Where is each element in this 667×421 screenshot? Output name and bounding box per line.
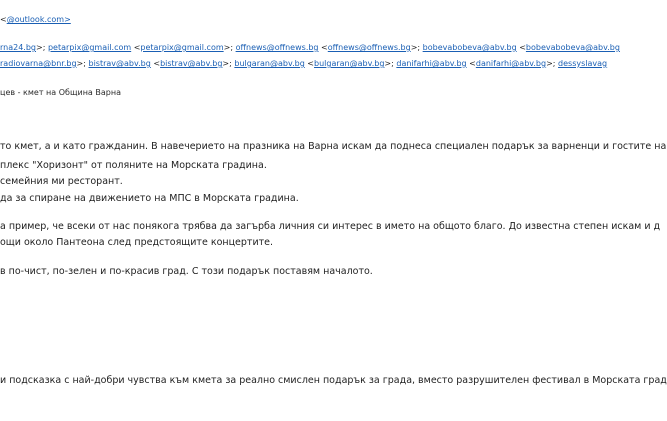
body-paragraph-5: а пример, че всеки от нас понякога трябва да загърба личния си интерес в името на общото благо. До известна степен искам и д: [0, 221, 661, 232]
recipient-email-link[interactable]: radiovarna@bnr.bg: [0, 59, 77, 68]
separator-text: <: [466, 59, 476, 68]
recipient-email-link[interactable]: offnews@offnews.bg: [327, 43, 411, 52]
separator-text: <: [318, 43, 328, 52]
recipient-email-link[interactable]: bobevabobeva@abv.bg: [525, 43, 620, 52]
body-paragraph-6: ощи около Пантеона след предстоящите концертите.: [0, 237, 274, 248]
recipient-email-link[interactable]: petarpix@gmail.com: [47, 43, 132, 52]
recipient-email-link[interactable]: bulgaran@abv.bg: [234, 59, 305, 68]
recipient-email-link[interactable]: bistrav@abv.bg: [160, 59, 223, 68]
recipient-email-link[interactable]: offnews@offnews.bg: [235, 43, 319, 52]
separator-text: >;: [223, 43, 236, 52]
separator-text: >;: [76, 59, 89, 68]
separator-text: >;: [410, 43, 423, 52]
recipient-email-link[interactable]: rna24.bg: [0, 43, 36, 52]
separator-text: <: [304, 59, 315, 68]
email-subject: цев - кмет на Община Варна: [0, 88, 121, 97]
body-paragraph-3: семейния ми ресторант.: [0, 176, 123, 187]
separator-text: >;: [222, 59, 235, 68]
recipient-email-link[interactable]: bobevabobeva@abv.bg: [422, 43, 517, 52]
recipient-email-link[interactable]: dessyslavag: [558, 59, 608, 68]
body-paragraph-8: и подсказка с най-добри чувства към кмета за реално смислен подарък за града, вместо разрушителен фестивал в Морската град: [0, 375, 667, 386]
body-paragraph-7: в по-чист, по-зелен и по-красив град. С този подарък поставям началото.: [0, 266, 373, 277]
recipient-email-link[interactable]: bistrav@abv.bg: [88, 59, 151, 68]
cc-recipients: [0, 59, 607, 68]
recipient-email-link[interactable]: danifarhi@abv.bg: [475, 59, 547, 68]
recipient-email-link[interactable]: petarpix@gmail.com: [140, 43, 224, 52]
separator-text: <: [131, 43, 141, 52]
separator-text: >;: [36, 43, 48, 52]
to-recipients: [0, 43, 620, 52]
body-paragraph-4: да за спиране на движението на МПС в Морската градина.: [0, 193, 299, 204]
separator-text: <: [516, 43, 526, 52]
separator-text: >;: [384, 59, 397, 68]
recipient-email-link[interactable]: danifarhi@abv.bg: [396, 59, 467, 68]
body-paragraph-1: то кмет, а и като гражданин. В навечерието на празника на Варна искам да поднеса специален подарък за варненци и гостите на: [0, 141, 667, 152]
recipient-email-link[interactable]: bulgaran@abv.bg: [314, 59, 385, 68]
separator-text: <: [150, 59, 161, 68]
body-paragraph-2: плекс "Хоризонт" от поляните на Морската градина.: [0, 160, 267, 171]
sender-address[interactable]: <@outlook.com>: [0, 15, 71, 24]
separator-text: >;: [546, 59, 559, 68]
